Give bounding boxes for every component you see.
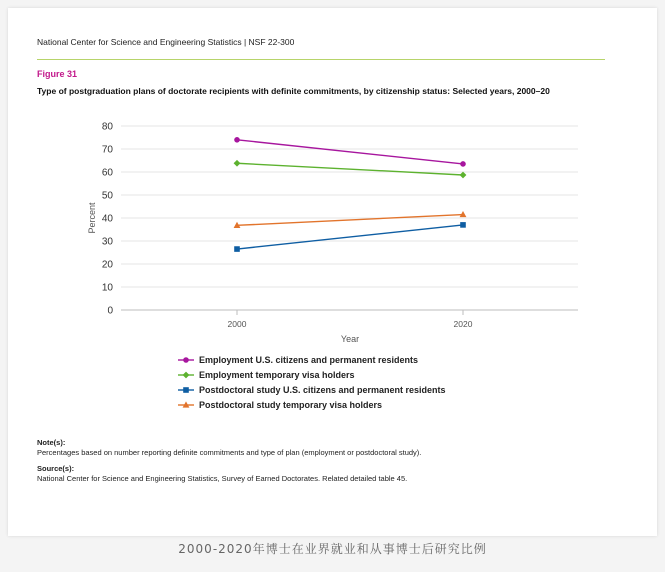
legend-swatch: [178, 385, 194, 395]
series-2: [234, 160, 467, 179]
chart-grid: [121, 126, 578, 310]
data-point: [460, 222, 466, 228]
image-caption: 2000-2020年博士在业界就业和从事博士后研究比例: [178, 542, 487, 556]
x-tick-label: 2020: [453, 319, 473, 329]
figure-title: Type of postgraduation plans of doctorate recipients with definite commitments, by citizenship status: Selected years, 2000–20: [37, 86, 550, 96]
notes-section: [37, 438, 421, 490]
chart-series: [234, 137, 467, 252]
chart-legend: [178, 352, 446, 412]
y-tick-label: 30: [101, 236, 113, 248]
series-1: [234, 137, 466, 167]
data-point: [234, 246, 240, 252]
legend-label: Postdoctoral study temporary visa holders: [199, 399, 383, 410]
legend-label: Employment U.S. citizens and permanent residents: [199, 354, 419, 365]
series-line: [237, 140, 463, 164]
y-tick-label: 40: [101, 213, 113, 225]
y-axis-label: Percent: [87, 202, 97, 234]
y-tick-label: 20: [101, 259, 113, 271]
series-3: [234, 222, 466, 252]
notes-heading: Note(s):: [37, 438, 66, 447]
series-line: [237, 225, 463, 249]
legend-item: [178, 382, 446, 397]
source-text: National Center for Science and Engineering Statistics, Survey of Earned Doctorates. Related detailed table 45.: [37, 474, 408, 483]
y-tick-label: 60: [101, 167, 113, 179]
source-heading: Source(s):: [37, 464, 75, 473]
y-tick-label: 80: [101, 121, 113, 133]
legend-label: Employment temporary visa holders: [199, 369, 355, 380]
series-4: [234, 211, 467, 228]
notes-text: Percentages based on number reporting definite commitments and type of plan (employment or postdoctoral study).: [37, 448, 422, 457]
legend-swatch: [178, 370, 194, 380]
y-tick-label: 10: [101, 282, 113, 294]
legend-item: [178, 397, 446, 412]
report-header: National Center for Science and Engineering Statistics | NSF 22-300: [37, 37, 295, 47]
y-tick-label: 0: [107, 305, 113, 317]
x-axis-ticks: [228, 310, 473, 329]
y-tick-label: 70: [101, 144, 113, 156]
series-line: [237, 215, 463, 226]
legend-swatch-marker: [183, 357, 189, 363]
y-tick-label: 50: [101, 190, 113, 202]
data-point: [460, 172, 467, 179]
y-axis-ticks: [102, 122, 114, 317]
legend-swatch: [178, 400, 194, 410]
legend-item: [178, 352, 446, 367]
data-point: [460, 161, 466, 167]
series-line: [237, 163, 463, 175]
figure-label: Figure 31: [37, 69, 78, 79]
x-tick-label: 2000: [227, 319, 247, 329]
legend-swatch-marker: [183, 387, 189, 393]
legend-label: Postdoctoral study U.S. citizens and permanent residents: [199, 384, 446, 395]
data-point: [234, 160, 241, 167]
legend-swatch: [178, 355, 194, 365]
data-point: [234, 137, 240, 143]
x-axis-label: Year: [340, 334, 360, 344]
legend-item: [178, 367, 446, 382]
legend-swatch-marker: [183, 371, 190, 378]
